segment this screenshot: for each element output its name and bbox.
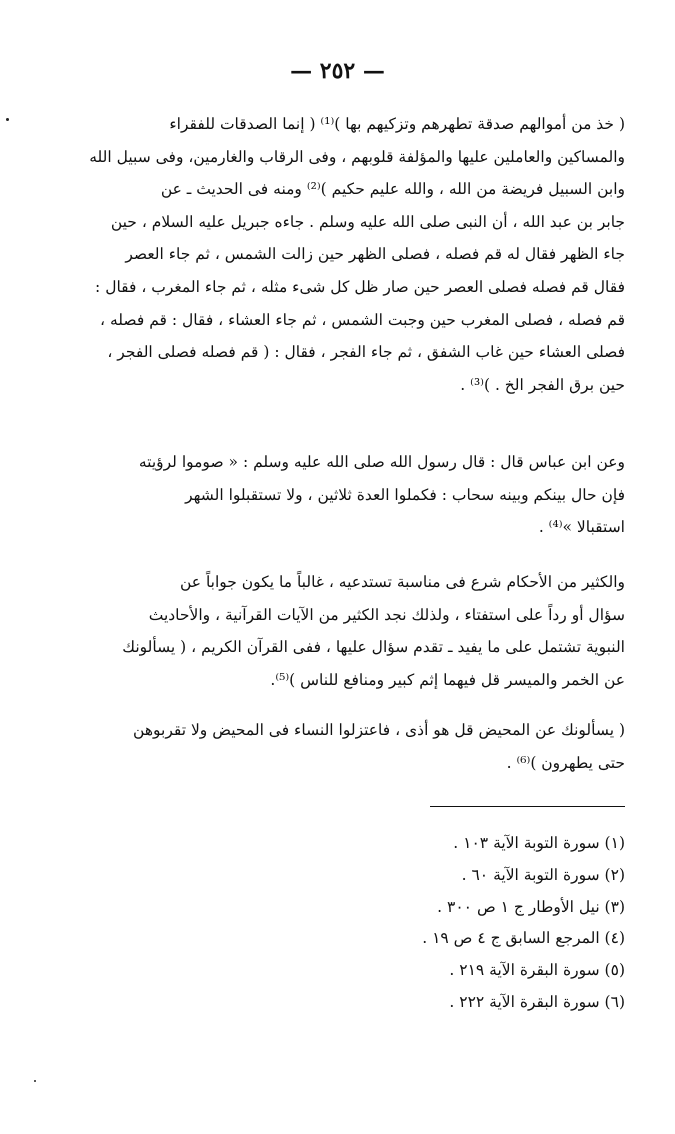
footnote-4: (٤) المرجع السابق ج ٤ ص ١٩ . — [422, 929, 625, 948]
text-line: فقال قم فصله فصلى العصر حين صار ظل كل شىء مثله ، ثم جاء المغرب ، فقال : — [95, 277, 625, 296]
footnote-5: (٥) سورة البقرة الآية ٢١٩ . — [449, 961, 625, 980]
text-line: ( خذ من أموالهم صدقة تطهرهم وتزكيهم بها )⁽¹⁾ ( إنما الصدقات للفقراء — [169, 115, 625, 133]
text-line: حين برق الفجر الخ . )⁽³⁾ . — [460, 375, 625, 394]
scan-speck — [6, 118, 9, 121]
text-line: ( يسألونك عن المحيض قل هو أذى ، فاعتزلوا النساء فى المحيض ولا تقربوهن — [133, 721, 625, 739]
scan-speck — [34, 1080, 36, 1082]
page-number: — ٢٥٢ — — [290, 58, 385, 84]
text-line: فصلى العشاء حين غاب الشفق ، ثم جاء الفجر ، فقال : ( قم فصله فصلى الفجر ، — [107, 343, 625, 362]
footnote-3: (٣) نيل الأوطار ج ١ ص ٣٠٠ . — [437, 897, 625, 916]
footnote-separator — [430, 806, 625, 807]
text-line: استقبالا »⁽⁴⁾ . — [538, 518, 625, 537]
footnote-2: (٢) سورة التوبة الآية ٦٠ . — [461, 865, 625, 884]
text-line: النبوية تشتمل على ما يفيد ـ تقدم سؤال عليها ، ففى القرآن الكريم ، ( يسألونك — [122, 638, 625, 657]
text-line: وابن السبيل فريضة من الله ، والله عليم حكيم )⁽²⁾ ومنه فى الحديث ـ عن — [160, 180, 625, 199]
paragraph-ibn-abbas-hadith — [70, 446, 625, 544]
text-line: حتى يطهرون )⁽⁶⁾ . — [506, 753, 625, 772]
text-line: وعن ابن عباس قال : قال رسول الله صلى الله عليه وسلم : « صوموا لرؤيته — [138, 453, 625, 471]
paragraph-rulings-by-occasion — [70, 566, 625, 696]
footnote-1: (١) سورة التوبة الآية ١٠٣ . — [453, 834, 625, 852]
paragraph-zakat-and-prayer-times — [70, 108, 625, 401]
text-line: سؤال أو رداً على استفتاء ، ولذلك نجد الكثير من الآيات القرآنية ، والأحاديث — [148, 605, 625, 624]
text-line: فإن حال بينكم وبينه سحاب : فكملوا العدة ثلاثين ، ولا تستقبلوا الشهر — [185, 485, 625, 504]
footnote-6: (٦) سورة البقرة الآية ٢٢٢ . — [449, 992, 625, 1011]
text-line: جاء الظهر فقال له قم فصله ، فصلى الظهر حين زالت الشمس ، ثم جاء العصر — [125, 245, 625, 264]
text-line: جابر بن عبد الله ، أن النبى صلى الله عليه وسلم . جاءه جبريل عليه السلام ، حين — [110, 212, 625, 231]
text-line: قم فصله ، فصلى المغرب حين وجبت الشمس ، ثم جاء العشاء ، فقال : قم فصله ، — [100, 310, 625, 329]
text-line: عن الخمر والميسر قل فيهما إثم كبير ومنافع للناس )⁽⁵⁾. — [270, 670, 625, 689]
text-line: والكثير من الأحكام شرع فى مناسبة تستدعيه ، غالباً ما يكون جواباً عن — [179, 573, 625, 591]
footnotes-list — [300, 828, 625, 1019]
text-line: والمساكين والعاملين عليها والمؤلفة قلوبهم ، وفى الرقاب والغارمين، وفى سبيل الله — [89, 147, 625, 166]
paragraph-menstruation-verse — [70, 714, 625, 779]
